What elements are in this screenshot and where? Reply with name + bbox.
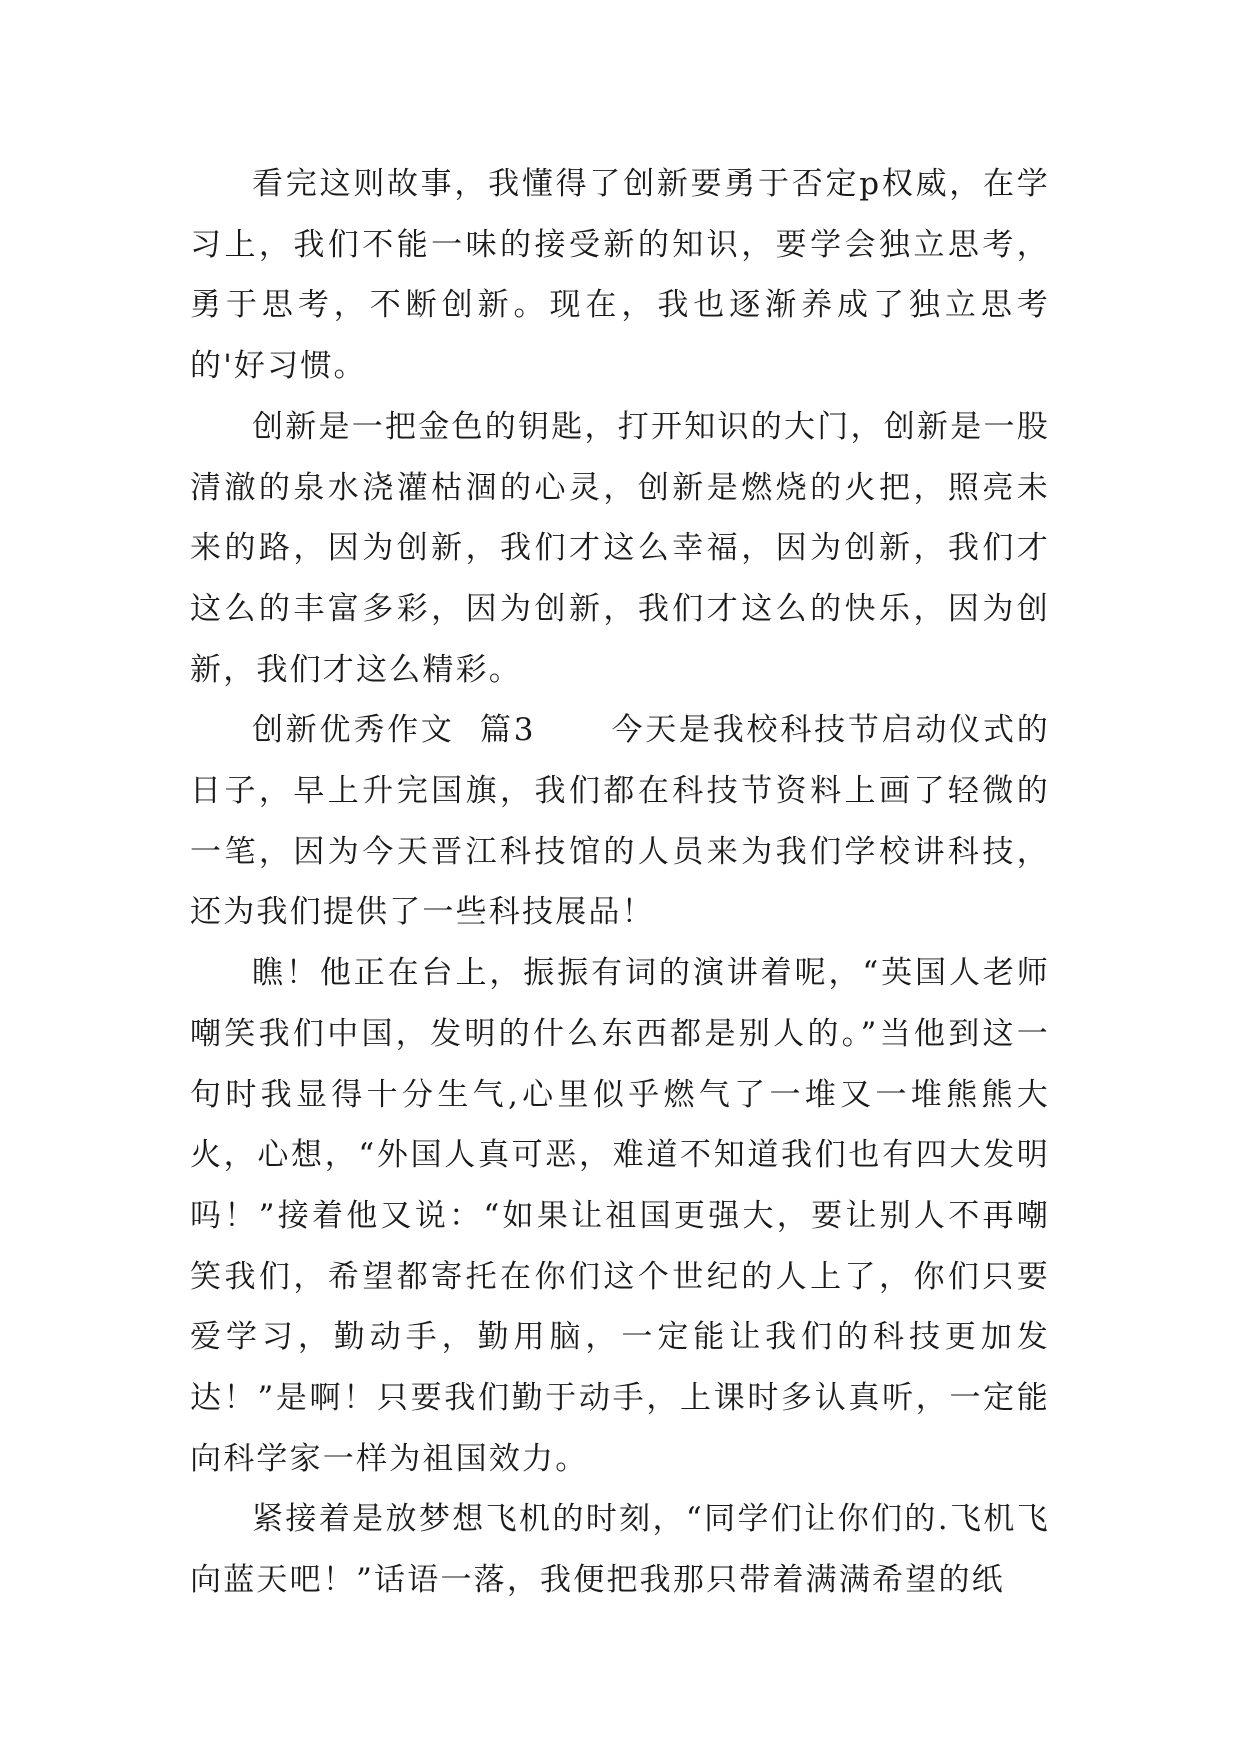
document-page <box>190 154 1050 1611</box>
paragraph-4: 瞧！他正在台上，振振有词的演讲着呢，“英国人老师嘲笑我们中国，发明的什么东西都是别人的。”当他到这一句时我显得十分生气,心里似乎燃气了一堆又一堆熊熊大火，心想，“外国人真可恶，难道不知道我们也有四大发明吗！”接着他又说：“如果让祖国更强大，要让别人不再嘲笑我们，希望都寄托在你们这个世纪的人上了，你们只要爱学习，勤动手，勤用脑，一定能让我们的科技更加发达！”是啊！只要我们勤于动手，上课时多认真听，一定能向科学家一样为祖国效力。 <box>190 955 1050 1477</box>
paragraph-1: 看完这则故事，我懂得了创新要勇于否定p权威，在学习上，我们不能一味的接受新的知识，要学会独立思考，勇于思考，不断创新。现在，我也逐渐养成了独立思考的'好习惯。 <box>190 166 1050 385</box>
paragraph-3: 创新优秀作文 篇3 今天是我校科技节启动仪式的日子，早上升完国旗，我们都在科技节资料上画了轻微的一笔，因为今天晋江科技馆的人员来为我们学校讲科技，还为我们提供了一些科技展品！ <box>190 712 1050 931</box>
paragraph-5: 紧接着是放梦想飞机的时刻，“同学们让你们的.飞机飞向蓝天吧！”话语一落，我便把我那只带着满满希望的纸 <box>190 1501 1050 1599</box>
paragraph-2: 创新是一把金色的钥匙，打开知识的大门，创新是一股清澈的泉水浇灌枯涸的心灵，创新是燃烧的火把，照亮未来的路，因为创新，我们才这么幸福，因为创新，我们才这么的丰富多彩，因为创新，我们才这么的快乐，因为创新，我们才这么精彩。 <box>190 408 1050 688</box>
